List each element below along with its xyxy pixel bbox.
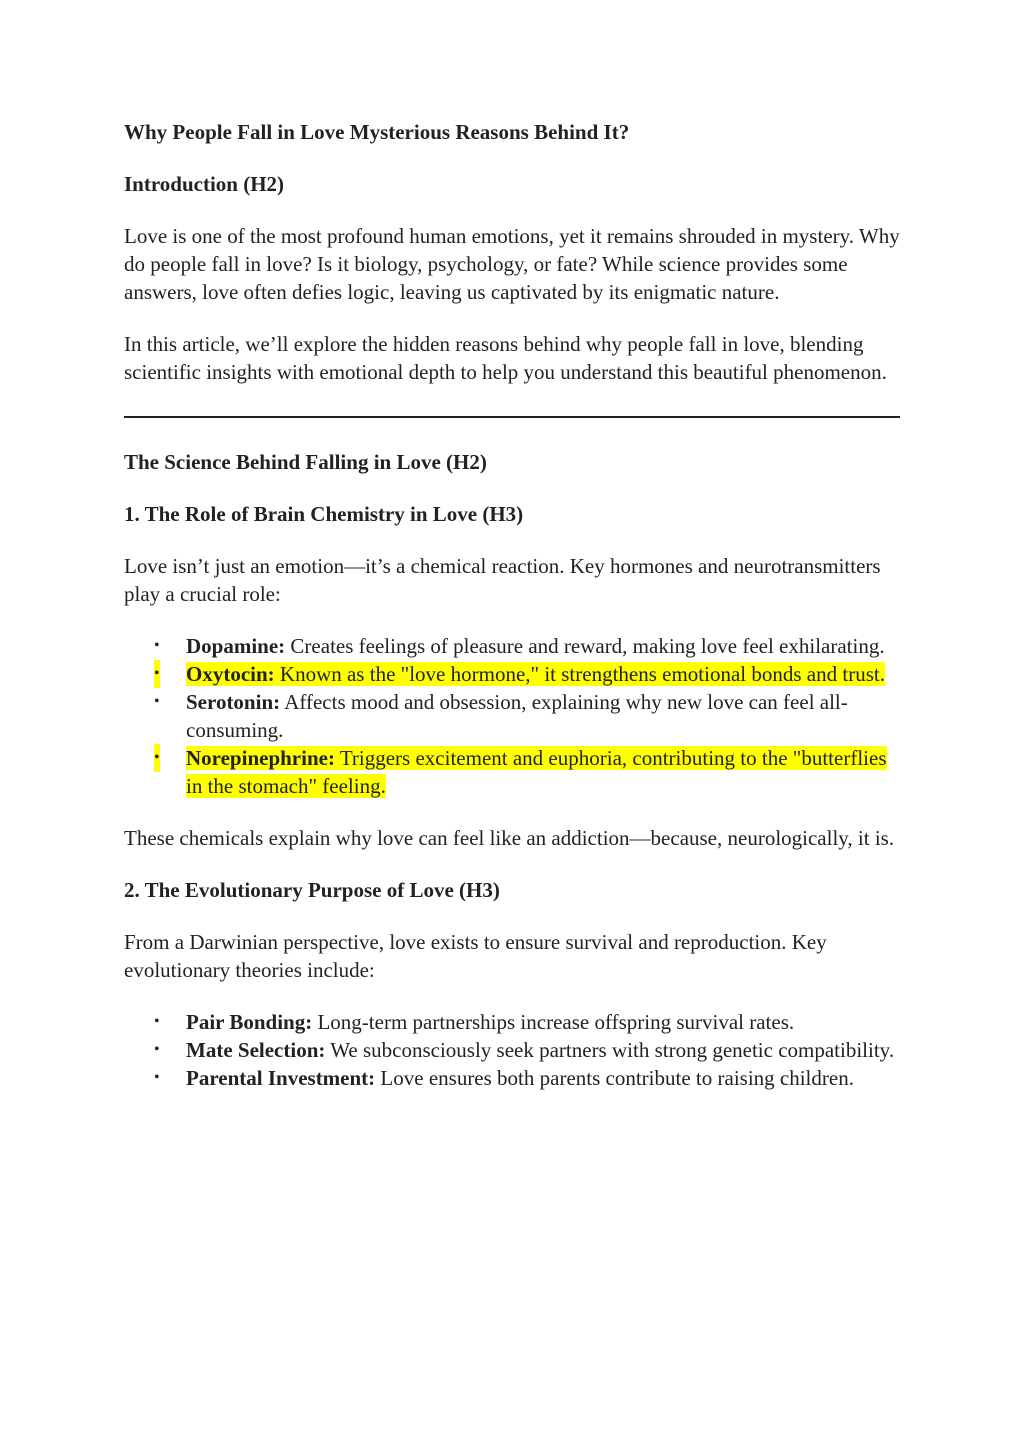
list-item-dopamine (124, 632, 900, 660)
item-content (186, 634, 885, 658)
item-text: Love ensures both parents contribute to raising children. (375, 1066, 854, 1090)
item-text: Long-term partnerships increase offspring survival rates. (312, 1010, 795, 1034)
science-heading: The Science Behind Falling in Love (H2) (124, 450, 487, 474)
item-term: Parental Investment: (186, 1066, 376, 1090)
bullet-icon: • (154, 1013, 160, 1030)
item-content (186, 690, 848, 742)
brain-chemistry-intro: Love isn’t just an emotion—it’s a chemical reaction. Key hormones and neurotransmitters play a crucial role: (124, 554, 881, 606)
item-content-highlighted (186, 746, 887, 798)
intro-heading: Introduction (H2) (124, 172, 285, 196)
bullet-icon: • (154, 1069, 160, 1086)
bullet-icon: • (154, 693, 160, 710)
item-text: We subconsciously seek partners with strong genetic compatibility. (325, 1038, 895, 1062)
intro-paragraph-1: Love is one of the most profound human emotions, yet it remains shrouded in mystery. Why do people fall in love? Is it biology, psychology, or fate? While science provides some answers, love often defies logic, leaving us captivated by its enigmatic nature. (124, 224, 900, 304)
list-item-mate-selection (124, 1036, 900, 1064)
item-text: Known as the "love hormone," it strengthens emotional bonds and trust. (274, 662, 885, 686)
item-term: Dopamine: (186, 634, 286, 658)
hormone-list (124, 632, 900, 800)
item-content (186, 1010, 794, 1034)
item-term: Mate Selection: (186, 1038, 326, 1062)
bullet-icon: • (154, 637, 160, 654)
intro-paragraph-2: In this article, we’ll explore the hidden reasons behind why people fall in love, blending scientific insights with emotional depth to help you understand this beautiful phenomenon. (124, 332, 887, 384)
list-item-norepinephrine (124, 744, 900, 800)
brain-chemistry-outro: These chemicals explain why love can feel like an addiction—because, neurologically, it is. (124, 826, 895, 850)
evolution-list (124, 1008, 900, 1092)
list-item-oxytocin (124, 660, 900, 688)
list-item-pair-bonding (124, 1008, 900, 1036)
item-content (186, 1038, 894, 1062)
item-content (186, 1066, 854, 1090)
evolution-heading: 2. The Evolutionary Purpose of Love (H3) (124, 878, 500, 902)
list-item-serotonin (124, 688, 900, 744)
item-term: Oxytocin: (186, 662, 275, 686)
document-page (124, 118, 900, 1116)
bullet-icon: • (154, 1041, 160, 1058)
bullet-icon: • (154, 660, 160, 688)
item-term: Serotonin: (186, 690, 281, 714)
bullet-icon: • (154, 744, 160, 772)
document-title: Why People Fall in Love Mysterious Reasons Behind It? (124, 120, 630, 144)
item-text: Creates feelings of pleasure and reward, making love feel exhilarating. (285, 634, 885, 658)
evolution-intro: From a Darwinian perspective, love exists to ensure survival and reproduction. Key evolutionary theories include: (124, 930, 827, 982)
list-item-parental-investment (124, 1064, 900, 1092)
item-content-highlighted (186, 662, 885, 686)
item-term: Pair Bonding: (186, 1010, 313, 1034)
item-text: Triggers excitement and euphoria, contributing to the "butterflies in the stomach" feeling. (186, 746, 887, 798)
brain-chemistry-heading: 1. The Role of Brain Chemistry in Love (H3) (124, 502, 524, 526)
item-text: Affects mood and obsession, explaining why new love can feel all-consuming. (186, 690, 848, 742)
item-term: Norepinephrine: (186, 746, 335, 770)
section-divider (124, 416, 900, 418)
